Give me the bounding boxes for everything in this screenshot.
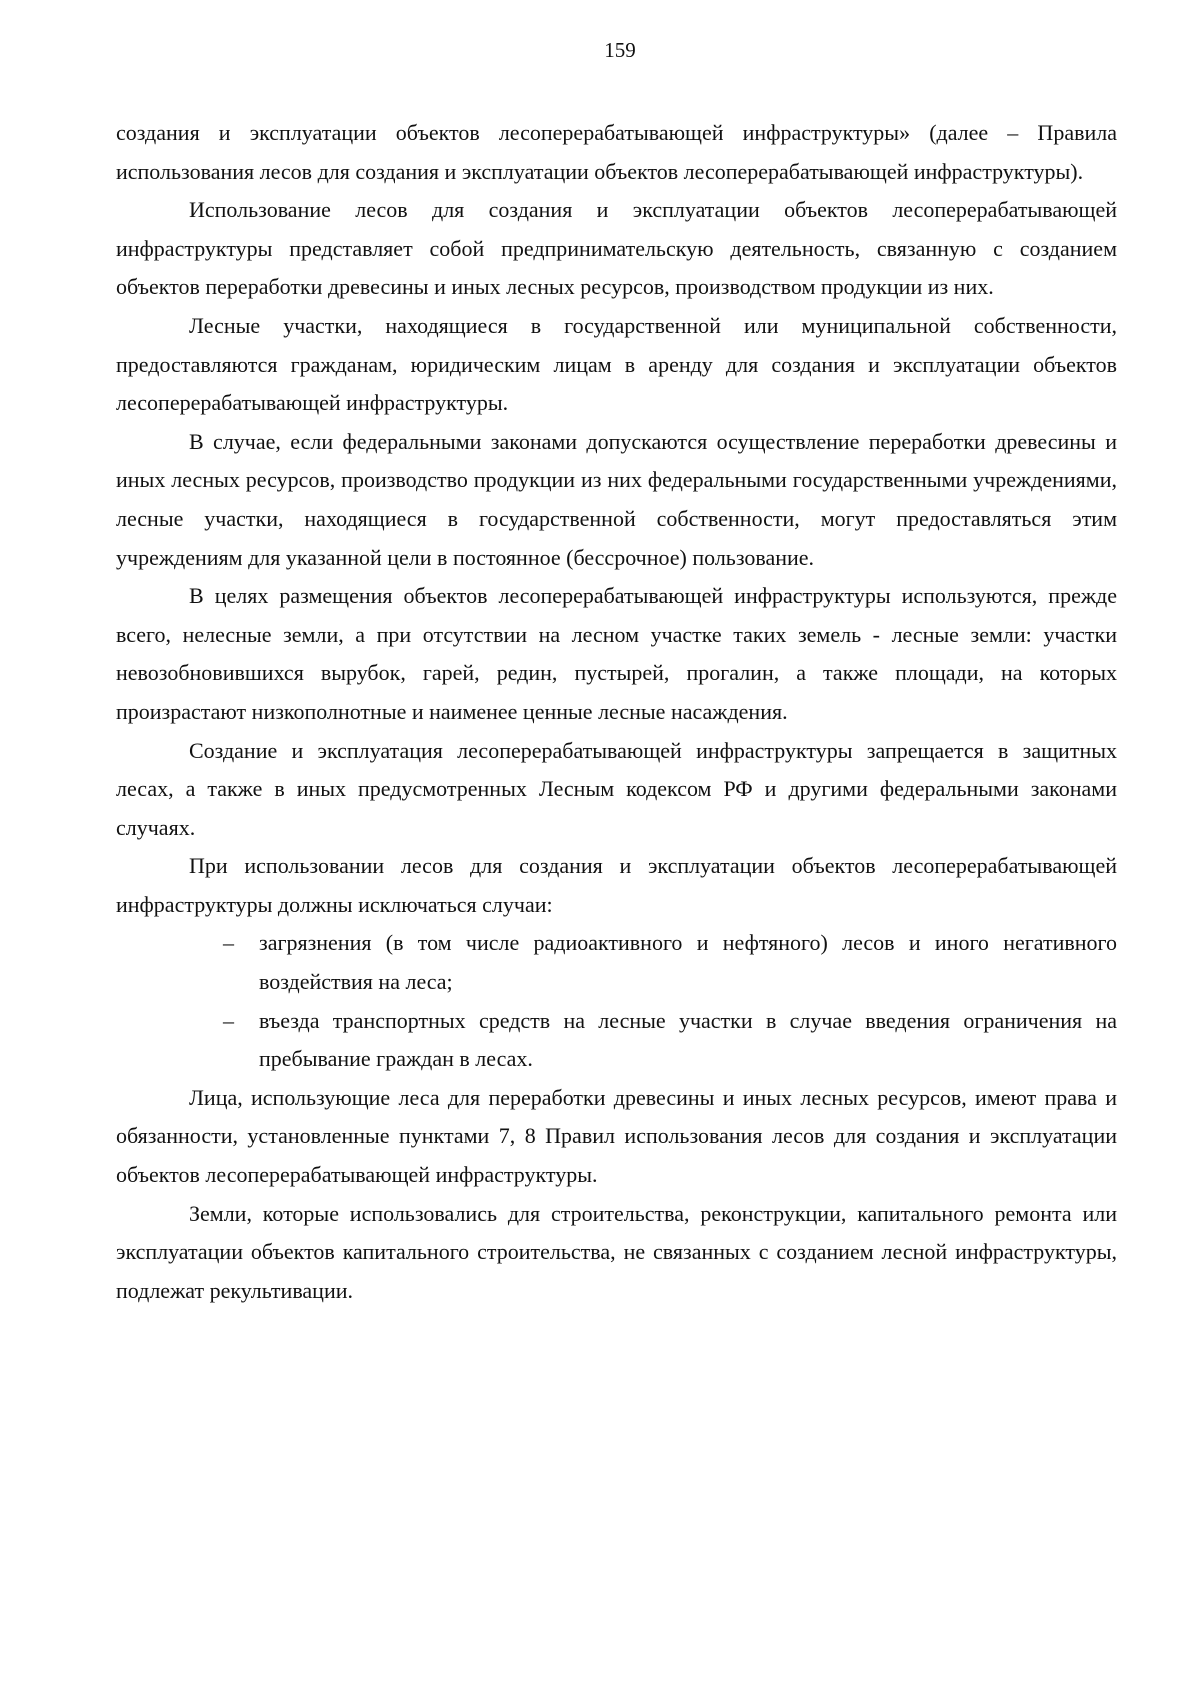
paragraph: Лица, использующие леса для переработки древесины и иных лесных ресурсов, имеют права и обязанности, установленные пунктами 7, 8 Правил использования лесов для создания и эксплуатации объектов лесоперерабатывающей инфраструктуры. [116,1084,1117,1188]
paragraph: В целях размещения объектов лесоперерабатывающей инфраструктуры используются, прежде всего, нелесные земли, а при отсутствии на лесном участке таких земель - лесные земли: участки невозобновившихся вырубок, гарей, редин, пустырей, прогалин, а также площади, на которых произрастают низкополнотные и наименее ценные лесные насаждения. [116,583,1117,724]
paragraph: При использовании лесов для создания и эксплуатации объектов лесоперерабатывающей инфраструктуры должны исключаться случаи: [116,853,1117,917]
list-item [223,1002,1117,1079]
page-number: 159 [604,38,636,62]
paragraph: Земли, которые использовались для строительства, реконструкции, капитального ремонта или эксплуатации объектов капитального строительства, не связанных с созданием лесной инфраструктуры, подлежат рекультивации. [116,1200,1117,1303]
document-body [116,114,1117,1310]
paragraph-continuation: создания и эксплуатации объектов лесоперерабатывающей инфраструктуры» (далее – Правила использования лесов для создания и эксплуатации объектов лесоперерабатывающей инфраструктуры). [116,120,1117,184]
paragraph: Создание и эксплуатация лесоперерабатывающей инфраструктуры запрещается в защитных лесах, а также в иных предусмотренных Лесным кодексом РФ и другими федеральными законами случаях. [116,737,1117,840]
paragraph: Лесные участки, находящиеся в государственной или муниципальной собственности, предоставляются гражданам, юридическим лицам в аренду для создания и эксплуатации объектов лесоперерабатывающей инфраструктуры. [116,312,1117,416]
exclusion-list [116,924,1117,1078]
paragraph: Использование лесов для создания и эксплуатации объектов лесоперерабатывающей инфраструктуры представляет собой предпринимательскую деятельность, связанную с созданием объектов переработки древесины и иных лесных ресурсов, производством продукции из них. [116,197,1117,300]
list-item [223,924,1117,1001]
list-dash: – [223,1007,234,1033]
list-item-text: загрязнения (в том числе радиоактивного и нефтяного) лесов и иного негативного воздействия на леса; [259,930,1117,995]
list-dash: – [223,930,234,956]
paragraph: В случае, если федеральными законами допускаются осуществление переработки древесины и иных лесных ресурсов, производство продукции из них федеральными государственными учреждениями, лесные участки, находящиеся в государственной собственности, могут предоставляться этим учреждениям для указанной цели в постоянное (бессрочное) пользование. [116,428,1117,570]
list-item-text: въезда транспортных средств на лесные участки в случае введения ограничения на пребывание граждан в лесах. [259,1007,1117,1072]
